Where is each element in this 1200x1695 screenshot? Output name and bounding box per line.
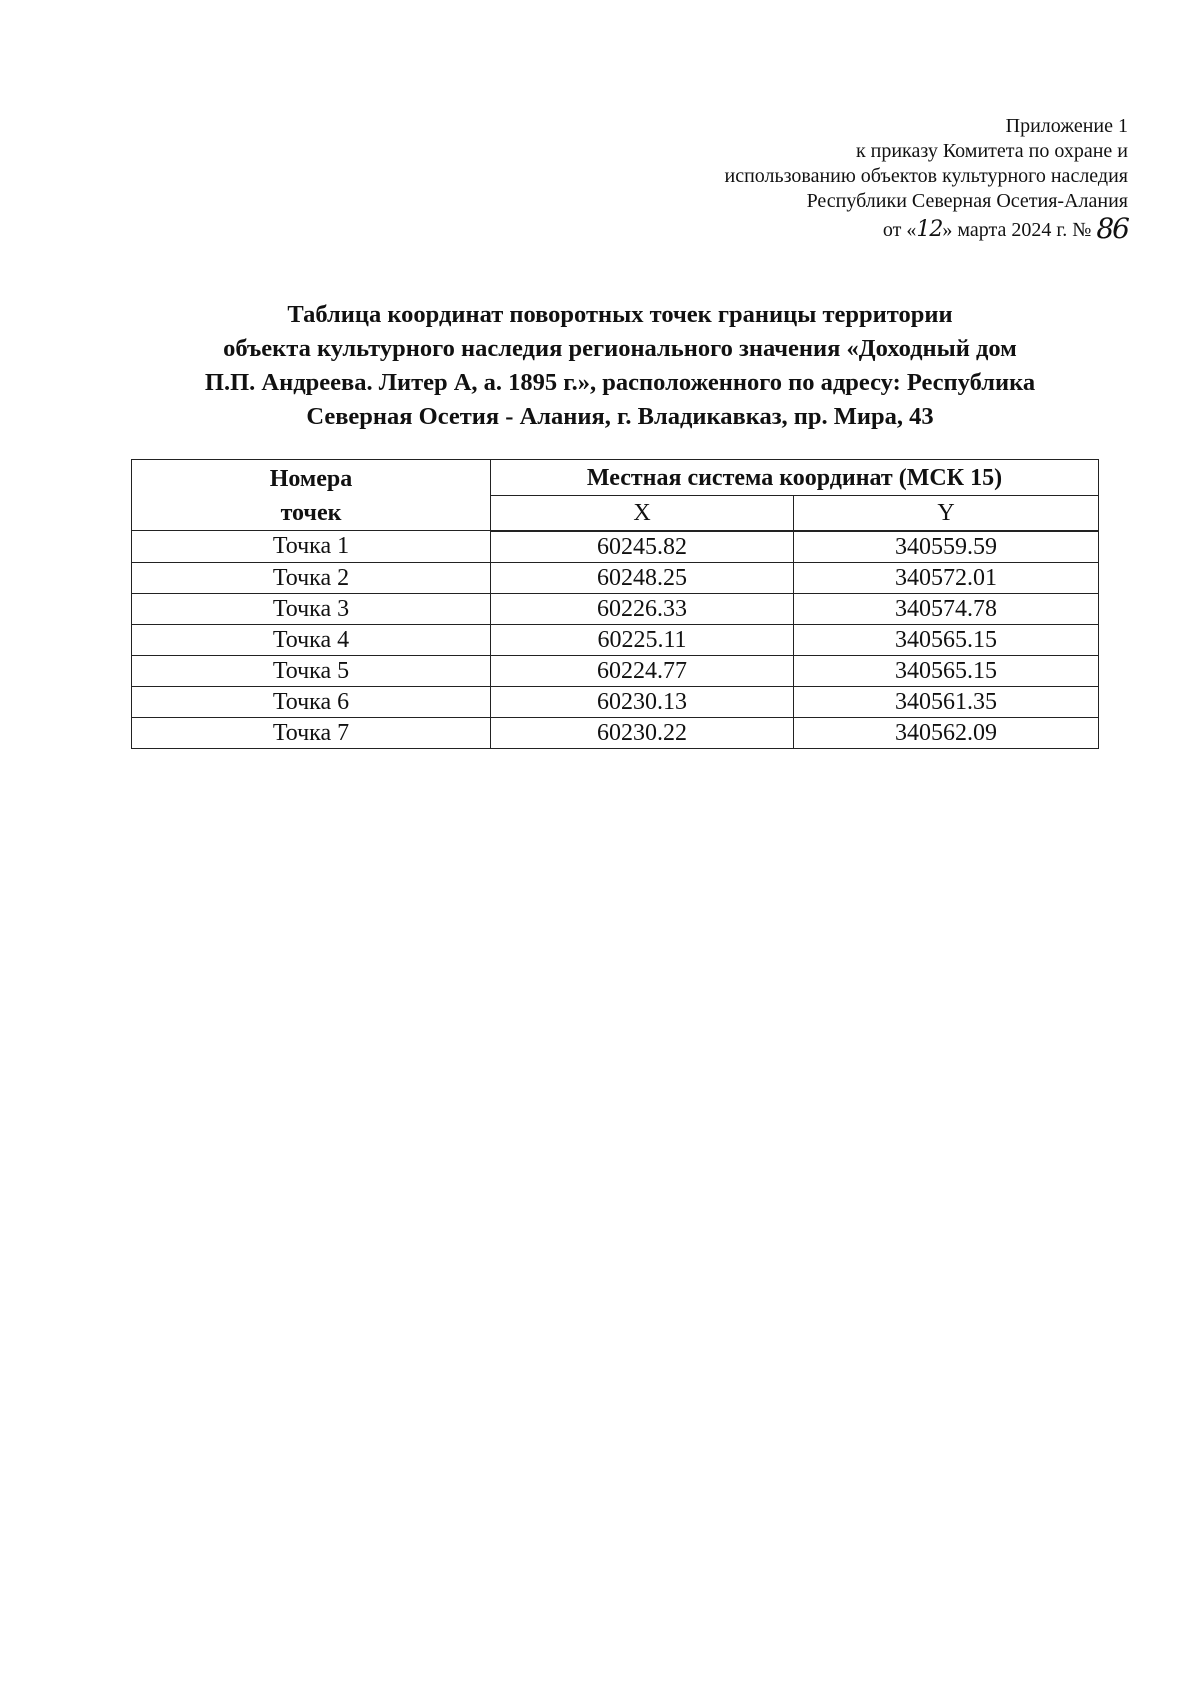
y-cell: 340565.15 [794, 655, 1099, 686]
title-line-2: объекта культурного наследия регионального значения «Доходный дом [223, 335, 1017, 362]
y-cell: 340562.09 [794, 717, 1099, 748]
table-row [132, 624, 1099, 655]
point-cell: Точка 6 [132, 686, 491, 717]
y-cell: 340559.59 [794, 531, 1099, 563]
date-prefix: от « [882, 219, 917, 241]
appendix-line-3: использованию объектов культурного наследия [724, 165, 1128, 187]
header-points-line-2: точек [280, 500, 342, 526]
appendix-line-1: Приложение 1 [1005, 115, 1128, 137]
date-suffix: » марта 2024 г. № [942, 219, 1092, 241]
point-cell: Точка 3 [132, 593, 491, 624]
document-title [130, 298, 1110, 434]
appendix-date-line [568, 214, 1128, 243]
x-cell: 60248.25 [491, 562, 794, 593]
point-cell: Точка 7 [132, 717, 491, 748]
handwritten-date-day: 12 [916, 217, 943, 242]
title-line-4: Северная Осетия - Алания, г. Владикавказ, пр. Мира, 43 [306, 403, 934, 430]
y-cell: 340572.01 [794, 562, 1099, 593]
table-row [132, 717, 1099, 748]
header-y: Y [794, 496, 1099, 531]
point-cell: Точка 5 [132, 655, 491, 686]
x-cell: 60230.22 [491, 717, 794, 748]
header-point-numbers [132, 460, 491, 531]
table-row [132, 655, 1099, 686]
appendix-header [568, 114, 1128, 243]
header-coordinate-system: Местная система координат (МСК 15) [491, 460, 1099, 496]
y-cell: 340565.15 [794, 624, 1099, 655]
table-row [132, 593, 1099, 624]
appendix-line-4: Республики Северная Осетия-Алания [806, 190, 1128, 212]
x-cell: 60225.11 [491, 624, 794, 655]
title-line-1: Таблица координат поворотных точек границы территории [287, 301, 953, 328]
table-row [132, 686, 1099, 717]
point-cell: Точка 2 [132, 562, 491, 593]
x-cell: 60245.82 [491, 531, 794, 563]
table-header-row [132, 460, 1099, 496]
header-points-line-1: Номера [269, 466, 353, 492]
point-cell: Точка 4 [132, 624, 491, 655]
y-cell: 340561.35 [794, 686, 1099, 717]
x-cell: 60230.13 [491, 686, 794, 717]
appendix-line-2: к приказу Комитета по охране и [855, 140, 1128, 162]
handwritten-order-number: 86 [1096, 212, 1128, 245]
x-cell: 60224.77 [491, 655, 794, 686]
table-row [132, 562, 1099, 593]
table-row [132, 531, 1099, 563]
point-cell: Точка 1 [132, 531, 491, 563]
y-cell: 340574.78 [794, 593, 1099, 624]
x-cell: 60226.33 [491, 593, 794, 624]
coordinates-table [131, 459, 1099, 749]
title-line-3: П.П. Андреева. Литер А, а. 1895 г.», расположенного по адресу: Республика [204, 369, 1036, 396]
header-x: X [491, 496, 794, 531]
